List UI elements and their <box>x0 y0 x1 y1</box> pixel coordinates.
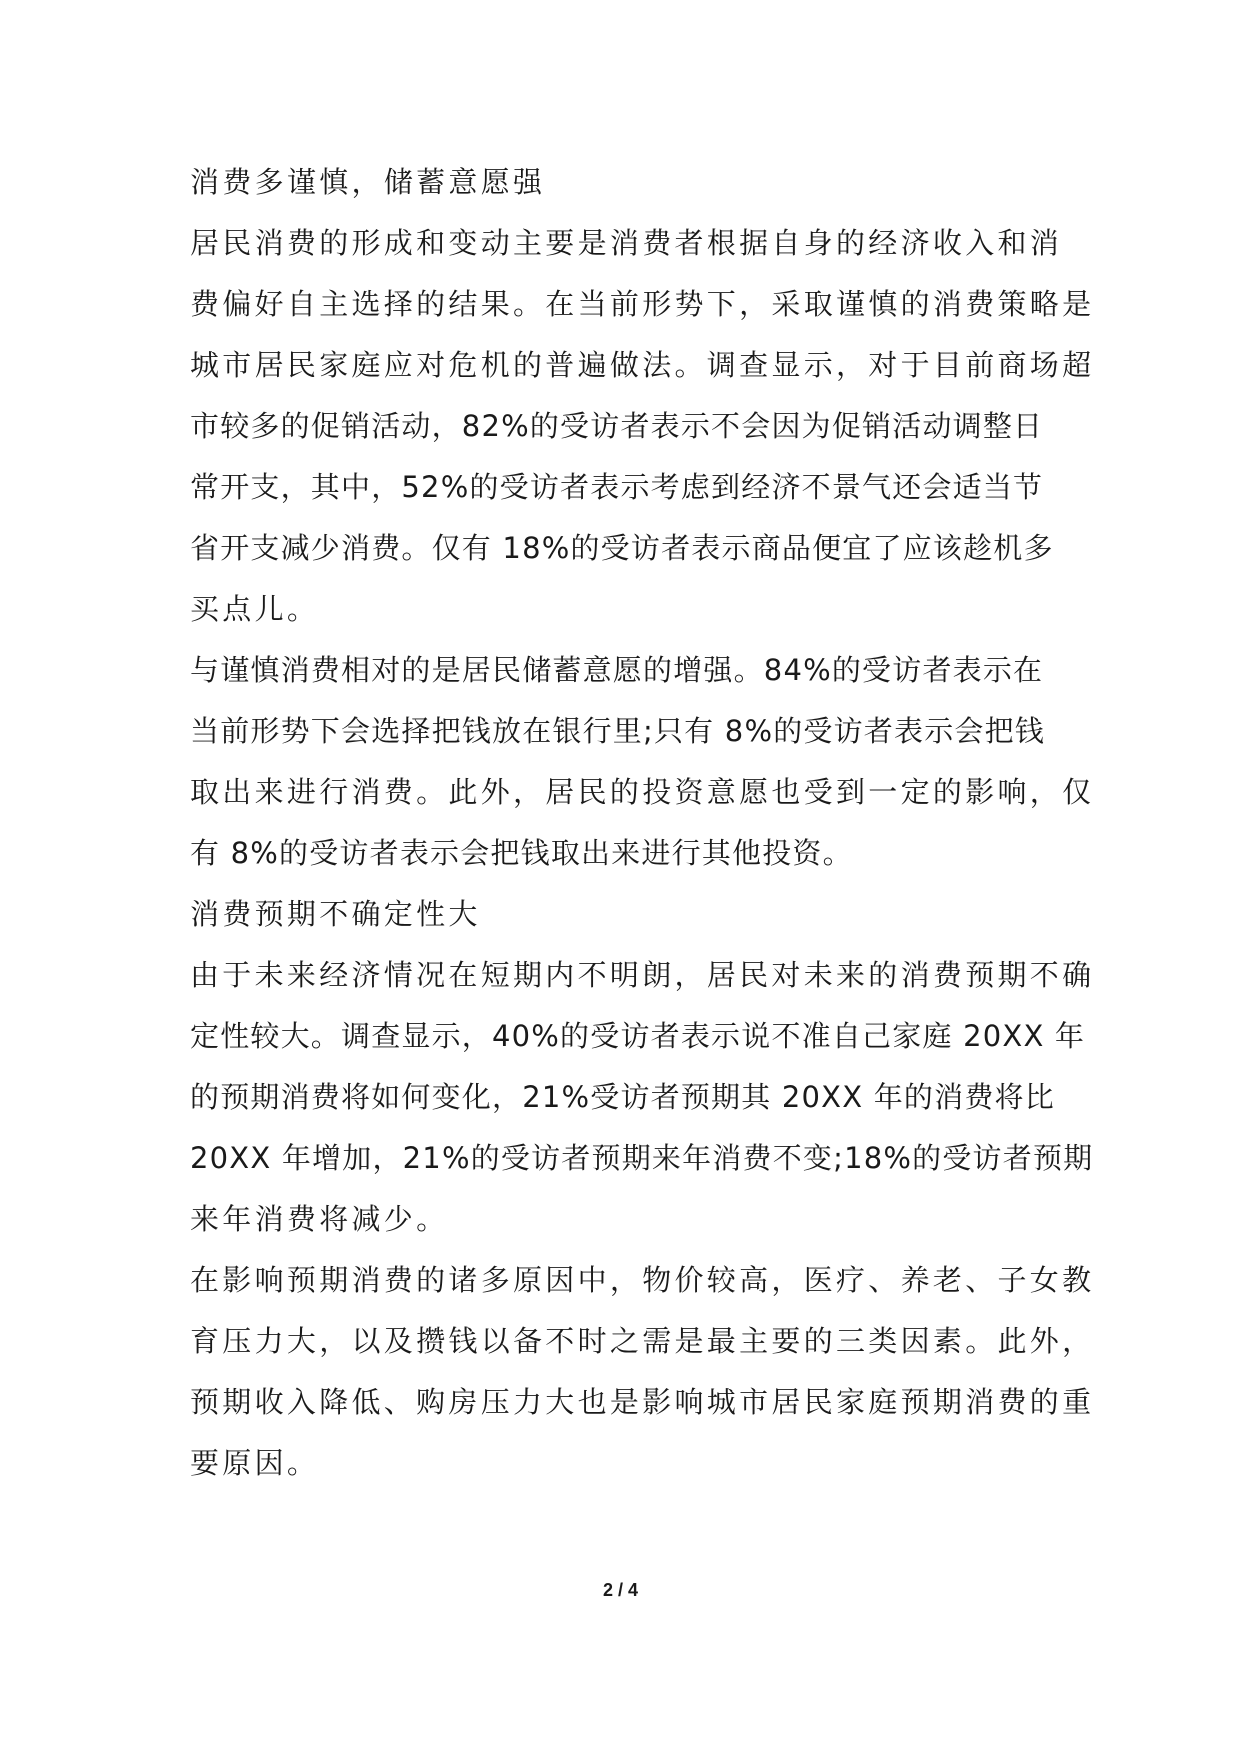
text-line: 预期收入降低、购房压力大也是影响城市居民家庭预期消费的重 <box>190 1385 1095 1419</box>
paragraph <box>190 213 1095 640</box>
text-line: 由于未来经济情况在短期内不明朗，居民对未来的消费预期不确 <box>190 958 1095 992</box>
text-line: 与谨慎消费相对的是居民储蓄意愿的增强。84%的受访者表示在 <box>190 653 1044 687</box>
paragraph <box>190 640 1095 884</box>
paragraph <box>190 945 1095 1250</box>
text-line: 居民消费的形成和变动主要是消费者根据自身的经济收入和消 <box>190 226 1063 260</box>
text-line: 买点儿。 <box>190 592 320 626</box>
text-line: 定性较大。调查显示，40%的受访者表示说不准自己家庭 20XX 年 <box>190 1019 1086 1053</box>
text-line: 20XX 年增加，21%的受访者预期来年消费不变;18%的受访者预期 <box>190 1141 1094 1175</box>
text-line: 市较多的促销活动，82%的受访者表示不会因为促销活动调整日 <box>190 409 1044 443</box>
section-heading: 消费预期不确定性大 <box>190 897 481 931</box>
text-line: 费偏好自主选择的结果。在当前形势下，采取谨慎的消费策略是 <box>190 287 1095 321</box>
text-line: 取出来进行消费。此外，居民的投资意愿也受到一定的影响，仅 <box>190 775 1095 809</box>
page-number: 2 / 4 <box>602 1580 639 1600</box>
section-heading: 消费多谨慎，储蓄意愿强 <box>190 165 546 199</box>
text-line: 育压力大，以及攒钱以备不时之需是最主要的三类因素。此外， <box>190 1324 1095 1358</box>
document-body <box>190 152 1095 1494</box>
text-line: 城市居民家庭应对危机的普遍做法。调查显示，对于目前商场超 <box>190 348 1095 382</box>
text-line: 的预期消费将如何变化，21%受访者预期其 20XX 年的消费将比 <box>190 1080 1055 1114</box>
text-line: 要原因。 <box>190 1446 320 1480</box>
text-line: 当前形势下会选择把钱放在银行里;只有 8%的受访者表示会把钱 <box>190 714 1045 748</box>
text-line: 有 8%的受访者表示会把钱取出来进行其他投资。 <box>190 836 853 870</box>
text-line: 省开支减少消费。仅有 18%的受访者表示商品便宜了应该趁机多 <box>190 531 1054 565</box>
text-line: 常开支，其中，52%的受访者表示考虑到经济不景气还会适当节 <box>190 470 1044 504</box>
paragraph <box>190 1250 1095 1494</box>
text-line: 在影响预期消费的诸多原因中，物价较高，医疗、养老、子女教 <box>190 1263 1095 1297</box>
text-line: 来年消费将减少。 <box>190 1202 449 1236</box>
